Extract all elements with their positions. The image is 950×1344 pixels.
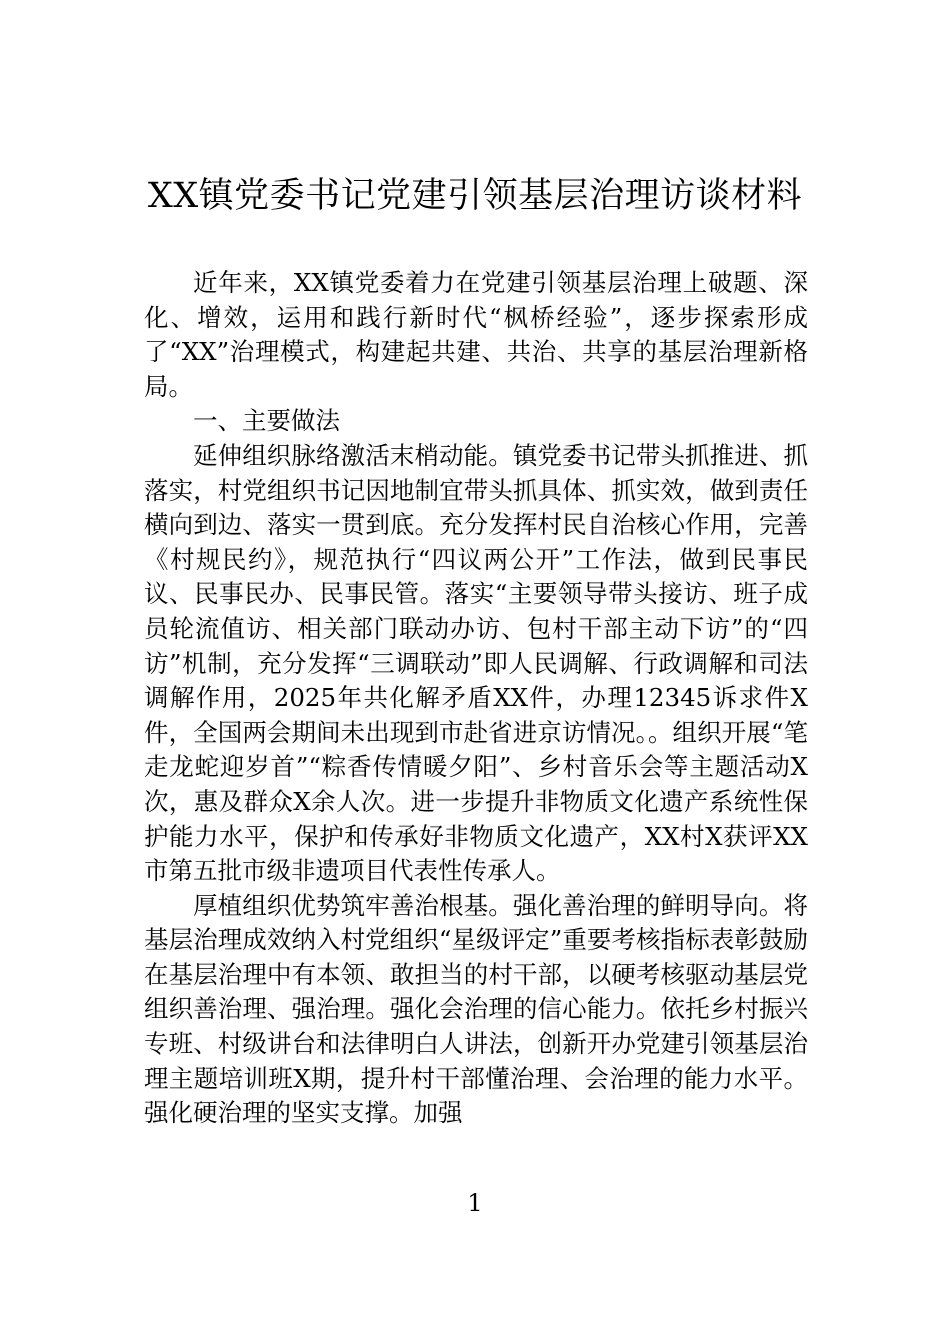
intro-paragraph: 近年来，XX镇党委着力在党建引领基层治理上破题、深化、增效，运用和践行新时代“枫桥经验”，逐步探索形成了“XX”治理模式，构建起共建、共治、共享的基层治理新格局。 [144, 268, 808, 401]
section-heading: 一、主要做法 [193, 406, 340, 436]
body-paragraph: 厚植组织优势筑牢善治根基。强化善治理的鲜明导向。将基层治理成效纳入村党组织“星级评定”重要考核指标表彰鼓励在基层治理中有本领、敢担当的村干部，以硬考核驱动基层党组织善治理、强治理。强化会治理的信心能力。依托乡村振兴专班、村级讲台和法律明白人讲法，创新开办党建引领基层治理主题培训班X期，提升村干部懂治理、会治理的能力水平。强化硬治理的坚实支撑。加强 [144, 890, 808, 1128]
body-paragraph: 延伸组织脉络激活末梢动能。镇党委书记带头抓推进、抓落实，村党组织书记因地制宜带头抓具体、抓实效，做到责任横向到边、落实一贯到底。充分发挥村民自治核心作用，完善《村规民约》，规范执行“四议两公开”工作法，做到民事民议、民事民办、民事民管。落实“主要领导带头接访、班子成员轮流值访、相关部门联动办访、包村干部主动下访”的“四访”机制，充分发挥“三调联动”即人民调解、行政调解和司法调解作用，2025年共化解矛盾XX件，办理12345诉求件X件，全国两会期间未出现到市赴省进京访情况。。组织开展“笔走龙蛇迎岁首”“粽香传情暖夕阳”、乡村音乐会等主题活动X次，惠及群众X余人次。进一步提升非物质文化遗产系统性保护能力水平，保护和传承好非物质文化遗产，XX村X获评XX市第五批市级非遗项目代表性传承人。 [144, 440, 808, 886]
page-number: 1 [467, 1189, 483, 1217]
document-title: XX镇党委书记党建引领基层治理访谈材料 [147, 176, 803, 216]
document-body [144, 266, 808, 1131]
